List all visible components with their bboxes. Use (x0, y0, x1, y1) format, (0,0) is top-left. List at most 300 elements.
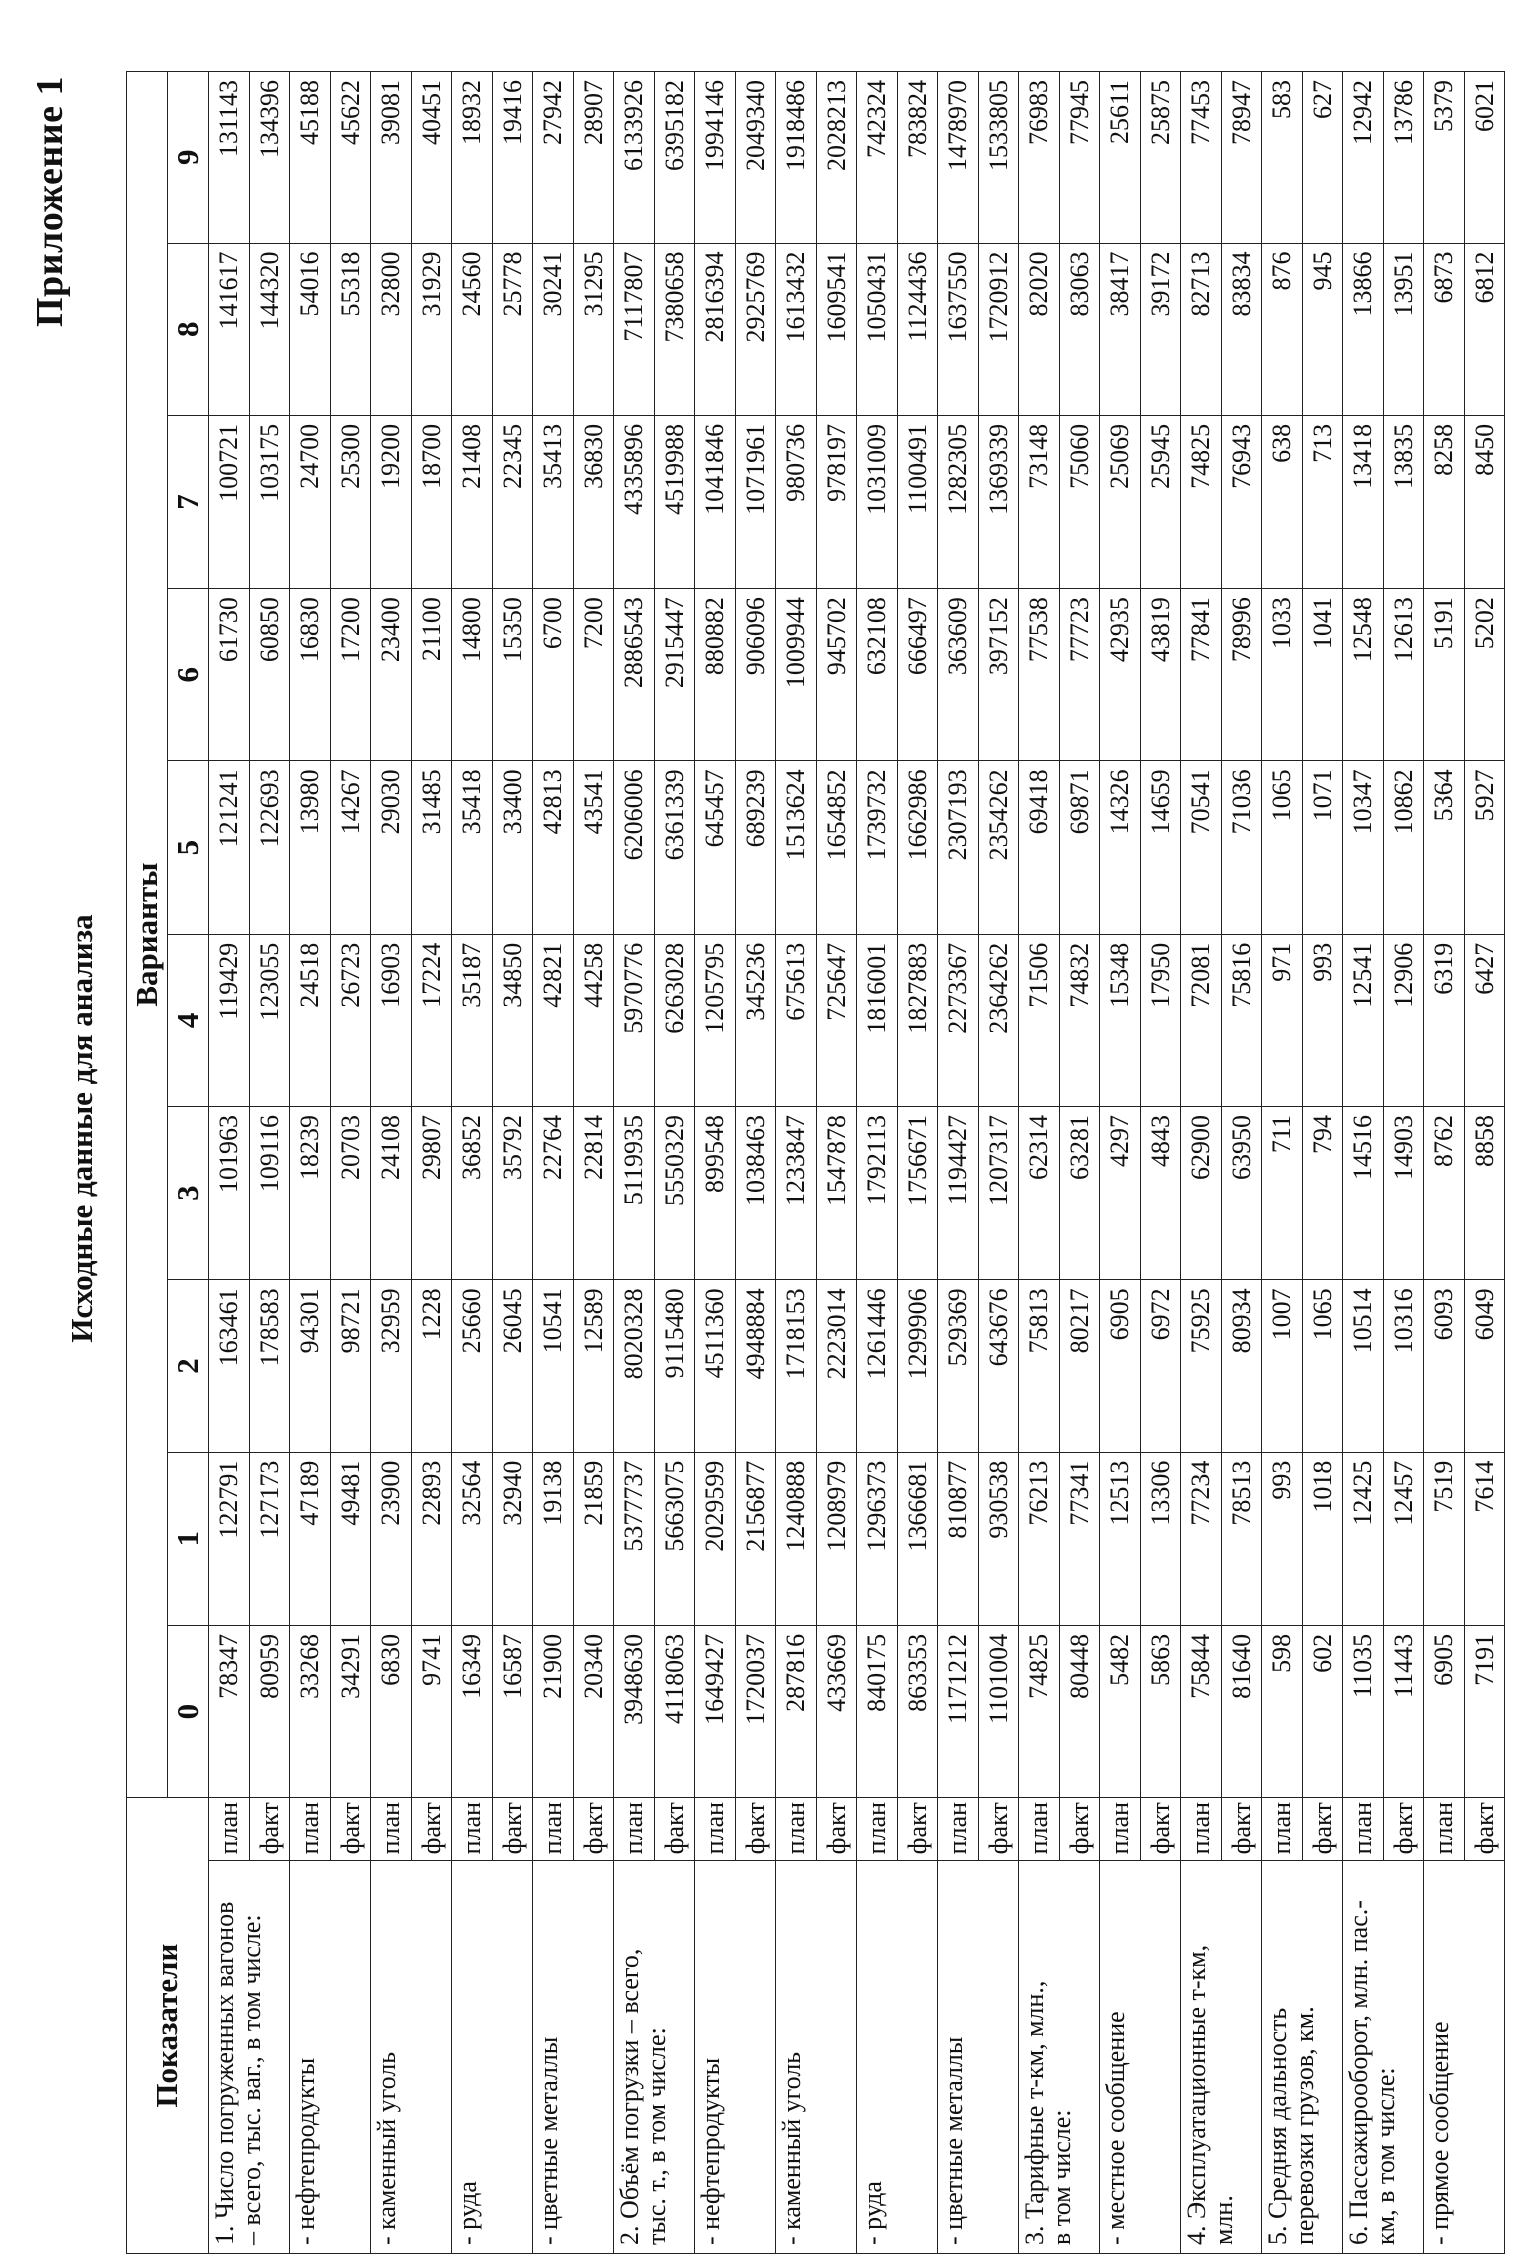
value-cell: 6361339 (654, 761, 695, 934)
value-cell: 163461 (209, 1280, 250, 1452)
value-cell: 127173 (249, 1452, 290, 1625)
value-cell: 1071961 (735, 415, 776, 588)
value-cell: 100721 (209, 415, 250, 588)
value-cell: 55318 (330, 243, 371, 415)
indicator-label (938, 1861, 1019, 2254)
value-cell: 7200 (573, 589, 614, 761)
value-cell: 1065 (1302, 1280, 1343, 1452)
plan-fact-cell: факт (897, 1798, 938, 1861)
value-cell: 1100491 (897, 415, 938, 588)
indicator-label (1424, 1861, 1505, 2254)
value-cell: 1050431 (857, 243, 898, 415)
value-cell: 6395182 (654, 72, 695, 244)
value-cell: 1609541 (816, 243, 857, 415)
value-cell: 109116 (249, 1107, 290, 1280)
indicator-label-line: - цветные металлы (939, 2036, 968, 2245)
value-cell: 1041846 (695, 415, 736, 588)
indicator-label-line: - местное сообщение (1101, 2011, 1130, 2245)
value-cell: 24560 (452, 243, 493, 415)
value-cell: 1649427 (695, 1625, 736, 1797)
value-cell: 77538 (1019, 589, 1060, 761)
value-cell: 25069 (1100, 415, 1141, 588)
value-cell: 10316 (1383, 1280, 1424, 1452)
value-cell: 15348 (1100, 934, 1141, 1106)
value-cell: 1038463 (735, 1107, 776, 1280)
value-cell: 598 (1262, 1625, 1303, 1797)
value-cell: 5550329 (654, 1107, 695, 1280)
value-cell: 42813 (533, 761, 574, 934)
value-cell: 24518 (290, 934, 331, 1106)
indicator-label-line: - руда (858, 2181, 887, 2245)
indicator-label-line: 4. Эксплуатационные т-км, (1182, 1944, 1211, 2245)
value-cell: 2049340 (735, 72, 776, 244)
value-cell: 81640 (1221, 1625, 1262, 1797)
value-cell: 10347 (1343, 761, 1384, 934)
value-cell: 1171212 (938, 1625, 979, 1797)
value-cell: 6972 (1140, 1280, 1181, 1452)
value-cell: 23400 (371, 589, 412, 761)
indicator-label-line: 3. Тарифные т-км, млн., (1020, 1980, 1049, 2245)
value-cell: 13786 (1383, 72, 1424, 244)
value-cell: 1065 (1262, 761, 1303, 934)
value-cell: 13306 (1140, 1452, 1181, 1625)
value-cell: 5482 (1100, 1625, 1141, 1797)
value-cell: 783824 (897, 72, 938, 244)
value-cell: 1101004 (978, 1625, 1019, 1797)
plan-fact-cell: план (938, 1798, 979, 1861)
table-row (614, 72, 655, 2254)
value-cell: 83063 (1059, 243, 1100, 415)
value-cell: 18932 (452, 72, 493, 244)
value-cell: 63281 (1059, 1107, 1100, 1280)
value-cell: 119429 (209, 934, 250, 1106)
value-cell: 69418 (1019, 761, 1060, 934)
value-cell: 993 (1262, 1452, 1303, 1625)
value-cell: 13835 (1383, 415, 1424, 588)
value-cell: 6049 (1464, 1280, 1505, 1452)
value-cell: 5663075 (654, 1452, 695, 1625)
value-cell: 9115480 (654, 1280, 695, 1452)
value-cell: 1366681 (897, 1452, 938, 1625)
value-cell: 1369339 (978, 415, 1019, 588)
value-cell: 13951 (1383, 243, 1424, 415)
value-cell: 33400 (492, 761, 533, 934)
value-cell: 930538 (978, 1452, 1019, 1625)
table-row (452, 72, 493, 2254)
value-cell: 25611 (1100, 72, 1141, 244)
value-cell: 7117807 (614, 243, 655, 415)
table-row (1424, 72, 1465, 2254)
value-cell: 16349 (452, 1625, 493, 1797)
value-cell: 77723 (1059, 589, 1100, 761)
value-cell: 70541 (1181, 761, 1222, 934)
indicator-label (1019, 1861, 1100, 2254)
value-cell: 13866 (1343, 243, 1384, 415)
value-cell: 2925769 (735, 243, 776, 415)
indicator-label (209, 1861, 290, 2254)
plan-fact-cell: факт (1302, 1798, 1343, 1861)
table-row (209, 72, 250, 2254)
appendix-label: Приложение 1 (29, 76, 71, 328)
value-cell: 94301 (290, 1280, 331, 1452)
value-cell: 121241 (209, 761, 250, 934)
value-cell: 20340 (573, 1625, 614, 1797)
value-cell: 22893 (411, 1452, 452, 1625)
value-cell: 75813 (1019, 1280, 1060, 1452)
value-cell: 6905 (1100, 1280, 1141, 1452)
value-cell: 645457 (695, 761, 736, 934)
variant-number-header: 7 (168, 415, 209, 588)
value-cell: 39172 (1140, 243, 1181, 415)
plan-fact-cell: план (614, 1798, 655, 1861)
variant-number-header: 1 (168, 1452, 209, 1625)
value-cell: 34850 (492, 934, 533, 1106)
indicator-label-line: 5. Средняя дальность (1263, 2007, 1292, 2245)
plan-fact-cell: факт (978, 1798, 1019, 1861)
value-cell: 14659 (1140, 761, 1181, 934)
plan-fact-cell: факт (1140, 1798, 1181, 1861)
value-cell: 363609 (938, 589, 979, 761)
table-row (1181, 72, 1222, 2254)
value-cell: 31295 (573, 243, 614, 415)
plan-fact-cell: план (1262, 1798, 1303, 1861)
value-cell: 78947 (1221, 72, 1262, 244)
variants-header: Варианты (127, 72, 168, 1798)
table-body (209, 72, 1505, 2254)
value-cell: 74825 (1019, 1625, 1060, 1797)
value-cell: 7380658 (654, 243, 695, 415)
plan-fact-cell: план (1181, 1798, 1222, 1861)
value-cell: 14326 (1100, 761, 1141, 934)
value-cell: 141617 (209, 243, 250, 415)
value-cell: 4948884 (735, 1280, 776, 1452)
value-cell: 1513624 (776, 761, 817, 934)
value-cell: 12513 (1100, 1452, 1141, 1625)
value-cell: 1756671 (897, 1107, 938, 1280)
table-row (1100, 72, 1141, 2254)
value-cell: 1009944 (776, 589, 817, 761)
value-cell: 26045 (492, 1280, 533, 1452)
value-cell: 17200 (330, 589, 371, 761)
value-cell: 23900 (371, 1452, 412, 1625)
value-cell: 6700 (533, 589, 574, 761)
value-cell: 74825 (1181, 415, 1222, 588)
variant-number-header: 0 (168, 1625, 209, 1797)
value-cell: 21100 (411, 589, 452, 761)
value-cell: 2307193 (938, 761, 979, 934)
value-cell: 28907 (573, 72, 614, 244)
value-cell: 863353 (897, 1625, 938, 1797)
value-cell: 1739732 (857, 761, 898, 934)
value-cell: 22814 (573, 1107, 614, 1280)
value-cell: 4297 (1100, 1107, 1141, 1280)
table-row (290, 72, 331, 2254)
variant-number-header: 2 (168, 1280, 209, 1452)
value-cell: 25875 (1140, 72, 1181, 244)
plan-fact-cell: факт (1059, 1798, 1100, 1861)
value-cell: 32800 (371, 243, 412, 415)
value-cell: 78996 (1221, 589, 1262, 761)
value-cell: 80217 (1059, 1280, 1100, 1452)
value-cell: 31485 (411, 761, 452, 934)
table-row (1262, 72, 1303, 2254)
value-cell: 82713 (1181, 243, 1222, 415)
indicator-label (776, 1861, 857, 2254)
value-cell: 899548 (695, 1107, 736, 1280)
value-cell: 880882 (695, 589, 736, 761)
value-cell: 78513 (1221, 1452, 1262, 1625)
variant-number-header: 3 (168, 1107, 209, 1280)
table-row (695, 72, 736, 2254)
plan-fact-cell: план (1100, 1798, 1141, 1861)
value-cell: 11443 (1383, 1625, 1424, 1797)
value-cell: 1533805 (978, 72, 1019, 244)
value-cell: 794 (1302, 1107, 1343, 1280)
value-cell: 21859 (573, 1452, 614, 1625)
value-cell: 39081 (371, 72, 412, 244)
value-cell: 134396 (249, 72, 290, 244)
value-cell: 7614 (1464, 1452, 1505, 1625)
value-cell: 1720037 (735, 1625, 776, 1797)
data-table (126, 71, 1505, 2254)
value-cell: 627 (1302, 72, 1343, 244)
value-cell: 602 (1302, 1625, 1343, 1797)
value-cell: 16903 (371, 934, 412, 1106)
value-cell: 993 (1302, 934, 1343, 1106)
value-cell: 35187 (452, 934, 493, 1106)
value-cell: 42935 (1100, 589, 1141, 761)
value-cell: 638 (1262, 415, 1303, 588)
value-cell: 713 (1302, 415, 1343, 588)
value-cell: 1033 (1262, 589, 1303, 761)
value-cell: 1478970 (938, 72, 979, 244)
value-cell: 8020328 (614, 1280, 655, 1452)
value-cell: 1720912 (978, 243, 1019, 415)
plan-fact-cell: факт (492, 1798, 533, 1861)
value-cell: 6263028 (654, 934, 695, 1106)
plan-fact-cell: факт (735, 1798, 776, 1861)
value-cell: 19138 (533, 1452, 574, 1625)
indicator-label-line: 2. Объём погрузки – всего, (615, 1948, 644, 2245)
table-row (533, 72, 574, 2254)
value-cell: 10514 (1343, 1280, 1384, 1452)
value-cell: 49481 (330, 1452, 371, 1625)
value-cell: 16830 (290, 589, 331, 761)
value-cell: 45188 (290, 72, 331, 244)
value-cell: 7519 (1424, 1452, 1465, 1625)
value-cell: 1792113 (857, 1107, 898, 1280)
value-cell: 35792 (492, 1107, 533, 1280)
value-cell: 40451 (411, 72, 452, 244)
value-cell: 1816001 (857, 934, 898, 1106)
indicator-label-line: – всего, тыс. ваг., в том числе: (237, 1914, 267, 2245)
value-cell: 71036 (1221, 761, 1262, 934)
value-cell: 35413 (533, 415, 574, 588)
value-cell: 77945 (1059, 72, 1100, 244)
value-cell: 13980 (290, 761, 331, 934)
value-cell: 17950 (1140, 934, 1181, 1106)
value-cell: 1918486 (776, 72, 817, 244)
value-cell: 26723 (330, 934, 371, 1106)
value-cell: 689239 (735, 761, 776, 934)
value-cell: 8762 (1424, 1107, 1465, 1280)
value-cell: 12425 (1343, 1452, 1384, 1625)
value-cell: 78347 (209, 1625, 250, 1797)
value-cell: 25660 (452, 1280, 493, 1452)
value-cell: 76983 (1019, 72, 1060, 244)
value-cell: 71506 (1019, 934, 1060, 1106)
value-cell: 810877 (938, 1452, 979, 1625)
value-cell: 21900 (533, 1625, 574, 1797)
plan-fact-cell: факт (654, 1798, 695, 1861)
value-cell: 2028213 (816, 72, 857, 244)
plan-fact-cell: факт (816, 1798, 857, 1861)
value-cell: 47189 (290, 1452, 331, 1625)
value-cell: 906096 (735, 589, 776, 761)
indicator-label (1100, 1861, 1181, 2254)
value-cell: 666497 (897, 589, 938, 761)
value-cell: 14800 (452, 589, 493, 761)
indicator-label-line: тыс. т., в том числе: (642, 2027, 672, 2245)
value-cell: 876 (1262, 243, 1303, 415)
value-cell: 643676 (978, 1280, 1019, 1452)
value-cell: 22345 (492, 415, 533, 588)
value-cell: 1041 (1302, 589, 1343, 761)
value-cell: 725647 (816, 934, 857, 1106)
plan-fact-cell: план (1424, 1798, 1465, 1861)
plan-fact-cell: план (776, 1798, 817, 1861)
value-cell: 98721 (330, 1280, 371, 1452)
value-cell: 5191 (1424, 589, 1465, 761)
value-cell: 80934 (1221, 1280, 1262, 1452)
value-cell: 69871 (1059, 761, 1100, 934)
value-cell: 529369 (938, 1280, 979, 1452)
value-cell: 73148 (1019, 415, 1060, 588)
plan-fact-cell: факт (573, 1798, 614, 1861)
value-cell: 75844 (1181, 1625, 1222, 1797)
value-cell: 15350 (492, 589, 533, 761)
value-cell: 32940 (492, 1452, 533, 1625)
value-cell: 6873 (1424, 243, 1465, 415)
value-cell: 77453 (1181, 72, 1222, 244)
value-cell: 3948630 (614, 1625, 655, 1797)
value-cell: 6206006 (614, 761, 655, 934)
value-cell: 178583 (249, 1280, 290, 1452)
value-cell: 101963 (209, 1107, 250, 1280)
value-cell: 74832 (1059, 934, 1100, 1106)
value-cell: 5927 (1464, 761, 1505, 934)
indicator-label-line: в том числе: (1047, 2109, 1077, 2245)
value-cell: 12548 (1343, 589, 1384, 761)
value-cell: 711 (1262, 1107, 1303, 1280)
value-cell: 35418 (452, 761, 493, 934)
value-cell: 18239 (290, 1107, 331, 1280)
value-cell: 2364262 (978, 934, 1019, 1106)
value-cell: 4519988 (654, 415, 695, 588)
value-cell: 33268 (290, 1625, 331, 1797)
value-cell: 1205795 (695, 934, 736, 1106)
value-cell: 38417 (1100, 243, 1141, 415)
value-cell: 1208979 (816, 1452, 857, 1625)
value-cell: 1228 (411, 1280, 452, 1452)
indicator-label (371, 1861, 452, 2254)
value-cell: 4511360 (695, 1280, 736, 1452)
value-cell: 12942 (1343, 72, 1384, 244)
value-cell: 76213 (1019, 1452, 1060, 1625)
value-cell: 75816 (1221, 934, 1262, 1106)
value-cell: 8258 (1424, 415, 1465, 588)
value-cell: 1018 (1302, 1452, 1343, 1625)
variant-number-header: 8 (168, 243, 209, 415)
value-cell: 122693 (249, 761, 290, 934)
indicator-label (533, 1861, 614, 2254)
value-cell: 43819 (1140, 589, 1181, 761)
plan-fact-cell: план (371, 1798, 412, 1861)
value-cell: 62900 (1181, 1107, 1222, 1280)
value-cell: 29807 (411, 1107, 452, 1280)
value-cell: 14903 (1383, 1107, 1424, 1280)
value-cell: 632108 (857, 589, 898, 761)
value-cell: 2156877 (735, 1452, 776, 1625)
table-row (371, 72, 412, 2254)
value-cell: 10541 (533, 1280, 574, 1452)
value-cell: 5863 (1140, 1625, 1181, 1797)
value-cell: 30241 (533, 243, 574, 415)
variant-number-header: 4 (168, 934, 209, 1106)
value-cell: 9741 (411, 1625, 452, 1797)
value-cell: 978197 (816, 415, 857, 588)
value-cell: 32564 (452, 1452, 493, 1625)
value-cell: 42821 (533, 934, 574, 1106)
value-cell: 1071 (1302, 761, 1343, 934)
value-cell: 1007 (1262, 1280, 1303, 1452)
value-cell: 62314 (1019, 1107, 1060, 1280)
value-cell: 11035 (1343, 1625, 1384, 1797)
value-cell: 82020 (1019, 243, 1060, 415)
value-cell: 2029599 (695, 1452, 736, 1625)
variant-number-header: 5 (168, 761, 209, 934)
indicator-label-line: 6. Пассажирооборот, млн. пас.- (1344, 1900, 1373, 2245)
value-cell: 1124436 (897, 243, 938, 415)
value-cell: 1637550 (938, 243, 979, 415)
value-cell: 2886543 (614, 589, 655, 761)
value-cell: 83834 (1221, 243, 1262, 415)
table-row (938, 72, 979, 2254)
indicator-label-line: перевозки грузов, км. (1290, 2006, 1320, 2245)
indicator-label-line: млн. (1209, 2195, 1239, 2245)
value-cell: 1994146 (695, 72, 736, 244)
value-cell: 6905 (1424, 1625, 1465, 1797)
value-cell: 77841 (1181, 589, 1222, 761)
value-cell: 36852 (452, 1107, 493, 1280)
value-cell: 4843 (1140, 1107, 1181, 1280)
value-cell: 17224 (411, 934, 452, 1106)
value-cell: 1662986 (897, 761, 938, 934)
value-cell: 60850 (249, 589, 290, 761)
header-row-1 (127, 72, 168, 2254)
indicator-label-line: - нефтепродукты (696, 2057, 725, 2245)
indicator-label-line: 1. Число погруженных вагонов (210, 1901, 239, 2245)
value-cell: 6812 (1464, 243, 1505, 415)
value-cell: 29030 (371, 761, 412, 934)
plan-fact-cell: план (1343, 1798, 1384, 1861)
value-cell: 20703 (330, 1107, 371, 1280)
value-cell: 1207317 (978, 1107, 1019, 1280)
plan-fact-cell: план (452, 1798, 493, 1861)
value-cell: 76943 (1221, 415, 1262, 588)
value-cell: 945 (1302, 243, 1343, 415)
value-cell: 345236 (735, 934, 776, 1106)
